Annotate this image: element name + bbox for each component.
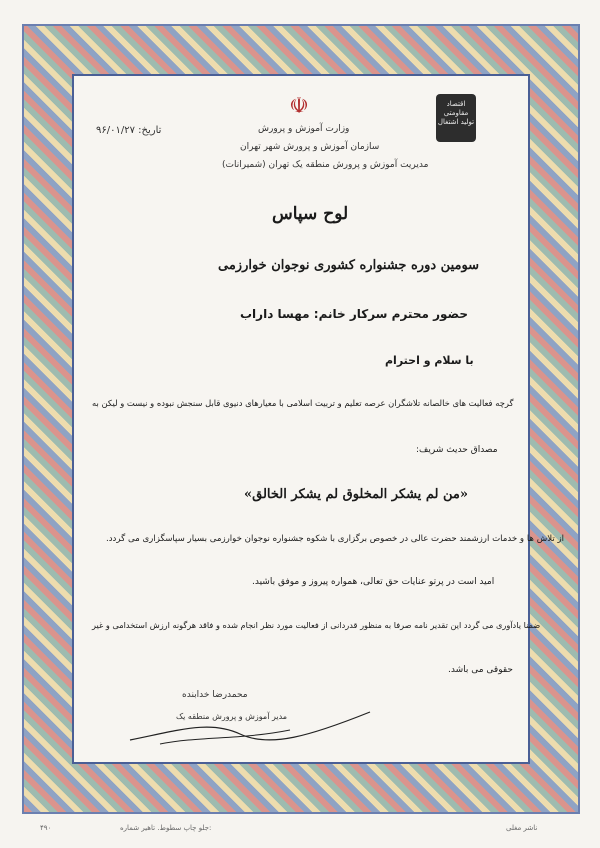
footer-publisher: ناشر مغلی: [506, 824, 538, 832]
dept-name: مدیریت آموزش و پرورش منطقه یک تهران (شمیرانات): [222, 160, 429, 170]
body-line-4: امید است در پرتو عنایات حق تعالی، همواره پیروز و موفق باشید.: [252, 577, 495, 587]
signer-name: محمدرضا خدابنده: [182, 690, 248, 700]
handwritten-signature: [120, 700, 380, 750]
hadith-quote: «من لم یشکر المخلوق لم یشکر الخالق»: [244, 487, 468, 502]
recipient-line: حضور محترم سرکار خانم: مهسا داراب: [240, 307, 468, 321]
signer-role: مدیر آموزش و پرورش منطقه یک: [176, 712, 288, 721]
ministry-name: وزارت آموزش و پرورش: [258, 124, 350, 134]
body-line-5: ضمنا یادآوری می گردد این تقدیر نامه صرفا به منظور قدردانی از فعالیت مورد نظر انجام شده و فاقد هرگونه ارزش استخدامی و غیر: [92, 620, 541, 630]
border-inner-frame: [72, 74, 530, 764]
body-line-1: گرچه فعالیت های خالصانه تلاشگران عرصه تعلیم و تربیت اسلامی با معیارهای دنیوی قابل سنجش نبوده و نیست و لیکن به: [92, 398, 514, 408]
greeting-line: با سلام و احترام: [385, 354, 474, 367]
footer-number: ۴۹۰: [40, 824, 52, 832]
date-label: تاریخ: ۹۶/۰۱/۲۷: [96, 125, 162, 136]
logo-text: اقتصاد مقاومتی تولید اشتغال: [437, 100, 475, 126]
economy-logo: [436, 94, 476, 142]
org-name: سازمان آموزش و پرورش شهر تهران: [240, 142, 380, 152]
footer-print-info: جلو چاپ سطوط. تاهیر شماره:: [120, 824, 212, 832]
iran-emblem-icon: ☫: [289, 94, 309, 119]
body-line-3: از تلاش ها و خدمات ارزشمند حضرت عالی در خصوص برگزاری با شکوه جشنواره نوجوان خوارزمی بسیار سپاسگزاری می گردد.: [106, 534, 564, 544]
body-line-2: مصداق حدیث شریف:: [416, 445, 498, 455]
certificate-title: لوح سپاس: [272, 204, 349, 224]
certificate-subtitle: سومین دوره جشنواره کشوری نوجوان خوارزمی: [218, 258, 480, 273]
body-line-6: حقوقی می باشد.: [448, 665, 513, 675]
